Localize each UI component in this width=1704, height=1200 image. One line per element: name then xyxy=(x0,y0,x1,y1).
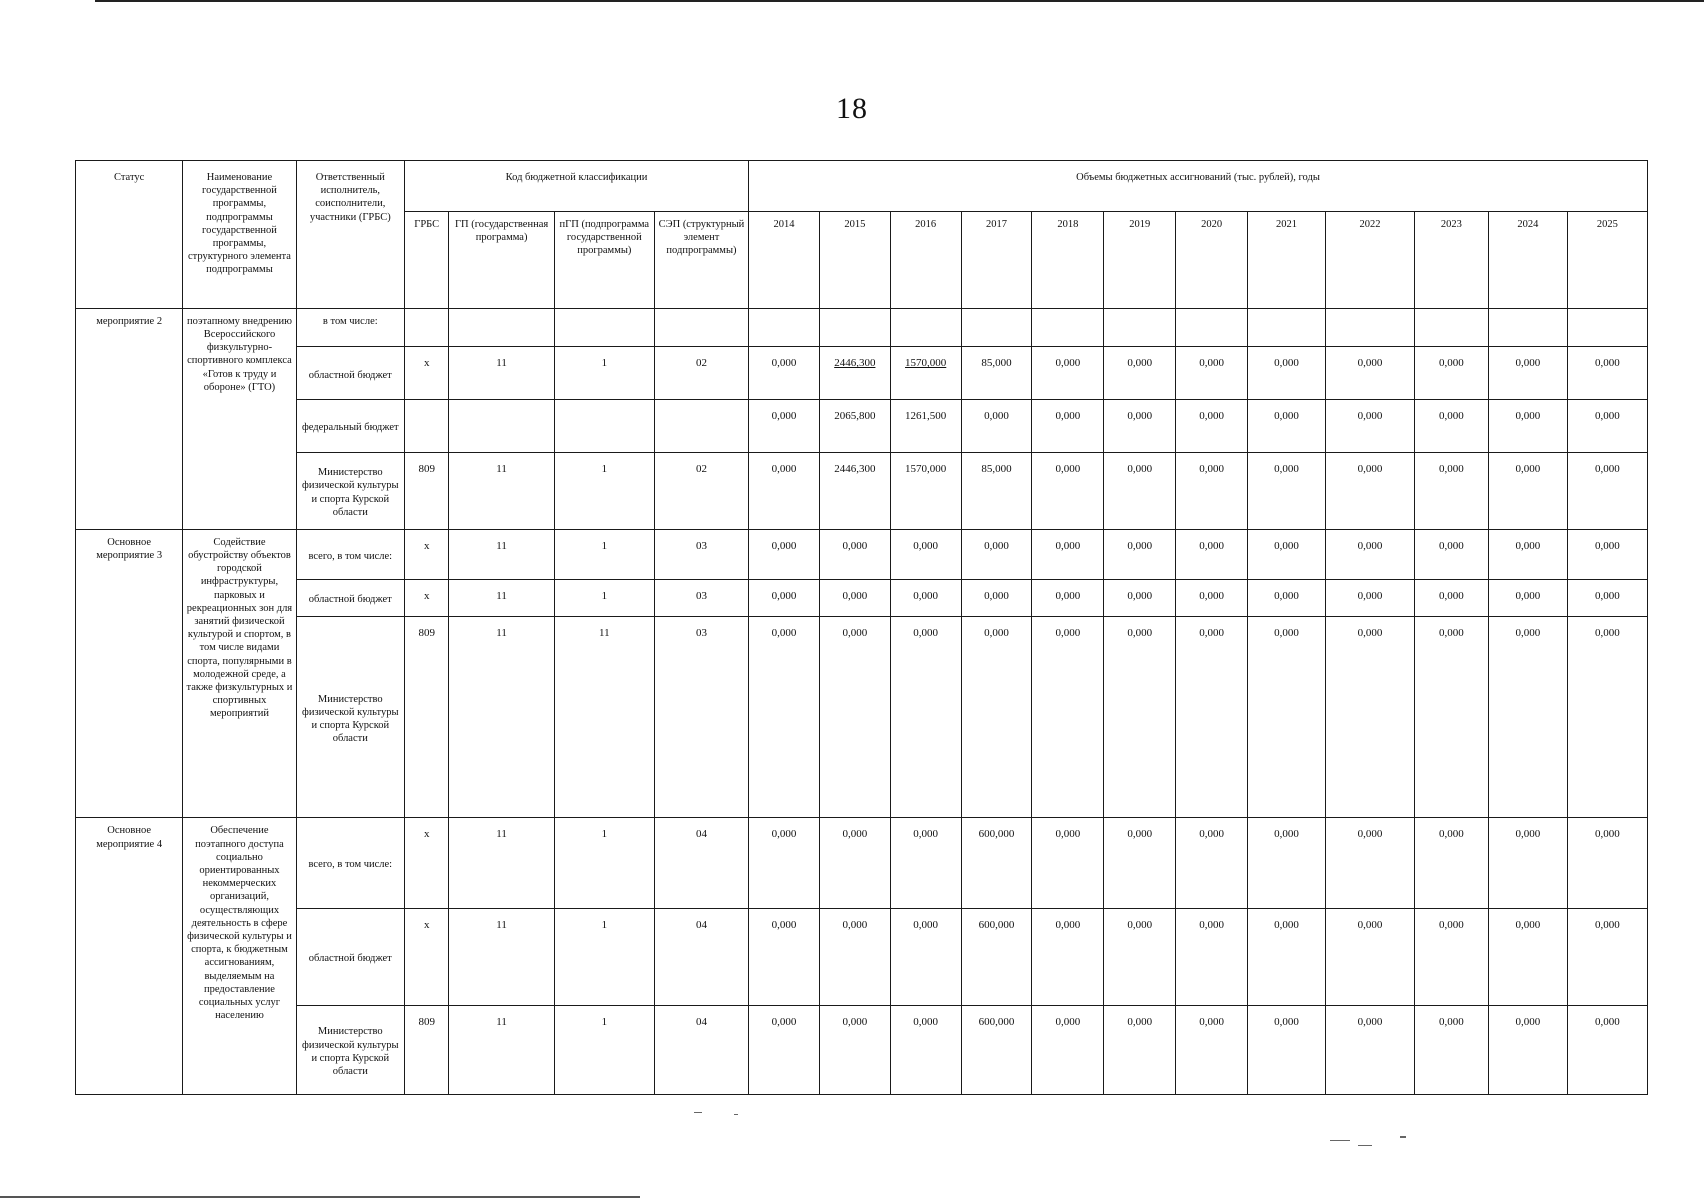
value-cell: 0,000 xyxy=(1567,1005,1647,1094)
value-cell: 0,000 xyxy=(1325,529,1414,580)
value-cell: 0,000 xyxy=(961,580,1032,616)
value-cell xyxy=(961,308,1032,346)
value-cell: 0,000 xyxy=(1104,400,1176,453)
value-cell: 0,000 xyxy=(1414,529,1488,580)
header-budget-code: Код бюджетной классификации xyxy=(404,161,748,212)
value-cell: 0,000 xyxy=(1567,400,1647,453)
value-cell: 0,000 xyxy=(1248,580,1326,616)
value-cell: 0,000 xyxy=(749,452,820,529)
value-cell: 0,000 xyxy=(749,400,820,453)
value-cell: 0,000 xyxy=(1488,347,1567,400)
value-cell: 0,000 xyxy=(1104,452,1176,529)
pgp-cell xyxy=(554,400,654,453)
value-cell: 0,000 xyxy=(1414,818,1488,908)
value-cell xyxy=(1414,308,1488,346)
header-gp: ГП (государственная программа) xyxy=(449,211,554,308)
header-sep: СЭП (структурный элемент подпрограммы) xyxy=(654,211,748,308)
scan-speck xyxy=(694,1112,702,1113)
header-year: 2016 xyxy=(890,211,961,308)
value-cell: 0,000 xyxy=(819,1005,890,1094)
grbs-cell: 809 xyxy=(404,1005,449,1094)
gp-cell: 11 xyxy=(449,452,554,529)
executor-cell: Министерство физической культуры и спорта Курской области xyxy=(296,616,404,818)
value-cell: 0,000 xyxy=(1325,1005,1414,1094)
value-cell: 0,000 xyxy=(1325,347,1414,400)
value-cell: 2446,300 xyxy=(819,452,890,529)
header-year: 2024 xyxy=(1488,211,1567,308)
status-cell: Основное мероприятие 3 xyxy=(76,529,183,818)
value-cell: 0,000 xyxy=(1176,529,1248,580)
value-cell: 0,000 xyxy=(1325,908,1414,1005)
table-row xyxy=(76,347,1648,400)
value-cell: 0,000 xyxy=(1032,452,1104,529)
status-cell: Основное мероприятие 4 xyxy=(76,818,183,1095)
value-cell: 0,000 xyxy=(1325,818,1414,908)
value-cell: 0,000 xyxy=(1176,400,1248,453)
value-cell: 0,000 xyxy=(1248,908,1326,1005)
value-cell: 0,000 xyxy=(1176,818,1248,908)
executor-cell: областной бюджет xyxy=(296,347,404,400)
value-cell: 0,000 xyxy=(890,1005,961,1094)
value-cell: 0,000 xyxy=(890,529,961,580)
value-cell: 2065,800 xyxy=(819,400,890,453)
value-cell: 1570,000 xyxy=(890,347,961,400)
sep-cell: 03 xyxy=(654,616,748,818)
value-cell: 0,000 xyxy=(1248,400,1326,453)
value-cell: 0,000 xyxy=(1248,452,1326,529)
value-cell: 0,000 xyxy=(961,616,1032,818)
value-cell: 0,000 xyxy=(1488,580,1567,616)
grbs-cell: х xyxy=(404,347,449,400)
grbs-cell xyxy=(404,400,449,453)
value-cell xyxy=(1176,308,1248,346)
sep-cell: 04 xyxy=(654,818,748,908)
value-cell: 0,000 xyxy=(1414,400,1488,453)
gp-cell: 11 xyxy=(449,616,554,818)
value-cell: 0,000 xyxy=(1488,616,1567,818)
value-cell: 0,000 xyxy=(1176,347,1248,400)
value-cell: 0,000 xyxy=(1104,580,1176,616)
table-row xyxy=(76,818,1648,908)
value-cell: 0,000 xyxy=(749,818,820,908)
value-cell: 0,000 xyxy=(890,616,961,818)
header-grbs: ГРБС xyxy=(404,211,449,308)
value-cell: 0,000 xyxy=(1248,529,1326,580)
table-row xyxy=(76,1005,1648,1094)
grbs-cell: х xyxy=(404,908,449,1005)
pgp-cell: 1 xyxy=(554,1005,654,1094)
value-cell: 0,000 xyxy=(819,529,890,580)
gp-cell xyxy=(449,400,554,453)
sep-cell: 02 xyxy=(654,452,748,529)
value-cell xyxy=(749,308,820,346)
value-cell: 0,000 xyxy=(1488,908,1567,1005)
value-cell: 0,000 xyxy=(1248,347,1326,400)
value-cell xyxy=(890,308,961,346)
value-cell: 0,000 xyxy=(1488,1005,1567,1094)
value-cell: 0,000 xyxy=(749,347,820,400)
header-status: Статус xyxy=(76,161,183,309)
header-year: 2014 xyxy=(749,211,820,308)
grbs-cell: 809 xyxy=(404,452,449,529)
value-cell: 0,000 xyxy=(749,529,820,580)
executor-cell: всего, в том числе: xyxy=(296,818,404,908)
value-cell: 0,000 xyxy=(1032,400,1104,453)
pgp-cell: 11 xyxy=(554,616,654,818)
table-row xyxy=(76,400,1648,453)
grbs-cell: х xyxy=(404,580,449,616)
value-cell: 0,000 xyxy=(1414,616,1488,818)
value-cell: 600,000 xyxy=(961,1005,1032,1094)
value-cell: 0,000 xyxy=(1104,818,1176,908)
value-cell: 0,000 xyxy=(1414,580,1488,616)
value-cell: 0,000 xyxy=(890,580,961,616)
executor-cell: областной бюджет xyxy=(296,908,404,1005)
name-cell: Обеспечение поэтапного доступа социально ориентированных некоммерческих организаций, осуществляющих деятельность в сфере физической культуры и спорта, к бюджетным ассигнованиям, выделяемым на предоставление социальных услуг населению xyxy=(183,818,296,1095)
gp-cell xyxy=(449,308,554,346)
pgp-cell xyxy=(554,308,654,346)
value-cell: 0,000 xyxy=(1414,1005,1488,1094)
value-cell: 0,000 xyxy=(1032,529,1104,580)
table-row xyxy=(76,580,1648,616)
value-cell: 85,000 xyxy=(961,347,1032,400)
header-year: 2020 xyxy=(1176,211,1248,308)
grbs-cell xyxy=(404,308,449,346)
executor-cell: в том числе: xyxy=(296,308,404,346)
value-cell: 0,000 xyxy=(1325,616,1414,818)
gp-cell: 11 xyxy=(449,908,554,1005)
value-cell: 0,000 xyxy=(1567,452,1647,529)
scan-speck xyxy=(1358,1145,1372,1146)
header-year: 2021 xyxy=(1248,211,1326,308)
value-cell xyxy=(1104,308,1176,346)
scan-edge-bottom xyxy=(0,1196,640,1198)
header-executor: Ответственный исполнитель, соисполнители, участники (ГРБС) xyxy=(296,161,404,309)
sep-cell xyxy=(654,308,748,346)
header-year: 2018 xyxy=(1032,211,1104,308)
value-cell xyxy=(819,308,890,346)
value-cell: 0,000 xyxy=(749,616,820,818)
table-row xyxy=(76,616,1648,818)
value-cell: 0,000 xyxy=(1567,616,1647,818)
pgp-cell: 1 xyxy=(554,452,654,529)
value-cell: 0,000 xyxy=(1488,818,1567,908)
value-cell: 1261,500 xyxy=(890,400,961,453)
value-cell: 0,000 xyxy=(1104,529,1176,580)
value-cell: 0,000 xyxy=(1176,908,1248,1005)
value-cell: 0,000 xyxy=(961,529,1032,580)
value-cell: 0,000 xyxy=(1104,1005,1176,1094)
grbs-cell: 809 xyxy=(404,616,449,818)
value-cell: 1570,000 xyxy=(890,452,961,529)
gp-cell: 11 xyxy=(449,818,554,908)
value-cell: 0,000 xyxy=(1325,400,1414,453)
table-row xyxy=(76,308,1648,346)
value-cell: 0,000 xyxy=(1104,616,1176,818)
header-name: Наименование государственной программы, подпрограммы государственной программы, структурного элемента подпрограммы xyxy=(183,161,296,309)
value-cell: 2446,300 xyxy=(819,347,890,400)
value-cell: 0,000 xyxy=(1325,452,1414,529)
value-cell: 0,000 xyxy=(1567,580,1647,616)
scan-speck xyxy=(734,1114,738,1115)
value-cell: 0,000 xyxy=(819,580,890,616)
gp-cell: 11 xyxy=(449,347,554,400)
scan-speck xyxy=(1330,1140,1350,1141)
sep-cell: 03 xyxy=(654,580,748,616)
table-row xyxy=(76,452,1648,529)
value-cell: 85,000 xyxy=(961,452,1032,529)
value-cell: 0,000 xyxy=(1032,818,1104,908)
value-cell: 0,000 xyxy=(1567,529,1647,580)
value-cell: 0,000 xyxy=(961,400,1032,453)
pgp-cell: 1 xyxy=(554,347,654,400)
scan-edge-top xyxy=(95,0,1704,2)
pgp-cell: 1 xyxy=(554,908,654,1005)
value-cell: 0,000 xyxy=(890,818,961,908)
value-cell xyxy=(1488,308,1567,346)
value-cell: 0,000 xyxy=(1104,347,1176,400)
value-cell: 0,000 xyxy=(819,616,890,818)
value-cell: 600,000 xyxy=(961,908,1032,1005)
value-cell: 0,000 xyxy=(749,908,820,1005)
value-cell: 0,000 xyxy=(890,908,961,1005)
grbs-cell: х xyxy=(404,529,449,580)
header-year: 2015 xyxy=(819,211,890,308)
value-cell: 0,000 xyxy=(819,818,890,908)
value-cell: 0,000 xyxy=(1032,1005,1104,1094)
name-cell: поэтапному внедрению Всероссийского физкультурно-спортивного комплекса «Готов к труду и обороне» (ГТО) xyxy=(183,308,296,529)
scan-speck xyxy=(1400,1136,1406,1138)
pgp-cell: 1 xyxy=(554,529,654,580)
value-cell: 0,000 xyxy=(1248,818,1326,908)
value-cell: 0,000 xyxy=(1176,1005,1248,1094)
value-cell: 0,000 xyxy=(1488,400,1567,453)
value-cell: 0,000 xyxy=(1488,529,1567,580)
value-cell: 0,000 xyxy=(819,908,890,1005)
header-row-1 xyxy=(76,161,1648,212)
table-row xyxy=(76,908,1648,1005)
value-cell: 0,000 xyxy=(1176,580,1248,616)
executor-cell: областной бюджет xyxy=(296,580,404,616)
value-cell: 0,000 xyxy=(749,1005,820,1094)
status-cell: мероприятие 2 xyxy=(76,308,183,529)
executor-cell: Министерство физической культуры и спорта Курской области xyxy=(296,452,404,529)
value-cell: 0,000 xyxy=(1176,616,1248,818)
value-cell: 0,000 xyxy=(1032,347,1104,400)
header-pgp: пГП (подпрограмма государственной программы) xyxy=(554,211,654,308)
gp-cell: 11 xyxy=(449,580,554,616)
value-cell: 0,000 xyxy=(1414,908,1488,1005)
grbs-cell: х xyxy=(404,818,449,908)
executor-cell: федеральный бюджет xyxy=(296,400,404,453)
sep-cell: 02 xyxy=(654,347,748,400)
value-cell: 0,000 xyxy=(1248,1005,1326,1094)
header-volumes: Объемы бюджетных ассигнований (тыс. рублей), годы xyxy=(749,161,1648,212)
executor-cell: Министерство физической культуры и спорта Курской области xyxy=(296,1005,404,1094)
value-cell: 0,000 xyxy=(1567,908,1647,1005)
header-year: 2019 xyxy=(1104,211,1176,308)
gp-cell: 11 xyxy=(449,529,554,580)
value-cell: 0,000 xyxy=(749,580,820,616)
table-row xyxy=(76,529,1648,580)
executor-cell: всего, в том числе: xyxy=(296,529,404,580)
value-cell xyxy=(1325,308,1414,346)
sep-cell: 03 xyxy=(654,529,748,580)
pgp-cell: 1 xyxy=(554,818,654,908)
value-cell: 0,000 xyxy=(1567,818,1647,908)
name-cell: Содействие обустройству объектов городской инфраструктуры, парковых и рекреационных зон для занятий физической культурой и спортом, в том числе видами спорта, популярными в молодежной среде, а также физкультурных и спортивных мероприятий xyxy=(183,529,296,818)
sep-cell xyxy=(654,400,748,453)
header-year: 2017 xyxy=(961,211,1032,308)
value-cell: 0,000 xyxy=(1032,908,1104,1005)
budget-allocation-table xyxy=(75,160,1648,1095)
value-cell: 0,000 xyxy=(1488,452,1567,529)
header-year: 2023 xyxy=(1414,211,1488,308)
value-cell: 600,000 xyxy=(961,818,1032,908)
header-year: 2025 xyxy=(1567,211,1647,308)
value-cell: 0,000 xyxy=(1032,580,1104,616)
header-year: 2022 xyxy=(1325,211,1414,308)
pgp-cell: 1 xyxy=(554,580,654,616)
gp-cell: 11 xyxy=(449,1005,554,1094)
value-cell xyxy=(1032,308,1104,346)
value-cell: 0,000 xyxy=(1567,347,1647,400)
page-number: 18 xyxy=(836,92,868,125)
value-cell: 0,000 xyxy=(1032,616,1104,818)
value-cell xyxy=(1567,308,1647,346)
value-cell: 0,000 xyxy=(1248,616,1326,818)
value-cell: 0,000 xyxy=(1414,347,1488,400)
value-cell: 0,000 xyxy=(1176,452,1248,529)
value-cell: 0,000 xyxy=(1104,908,1176,1005)
value-cell: 0,000 xyxy=(1414,452,1488,529)
value-cell xyxy=(1248,308,1326,346)
sep-cell: 04 xyxy=(654,1005,748,1094)
value-cell: 0,000 xyxy=(1325,580,1414,616)
sep-cell: 04 xyxy=(654,908,748,1005)
